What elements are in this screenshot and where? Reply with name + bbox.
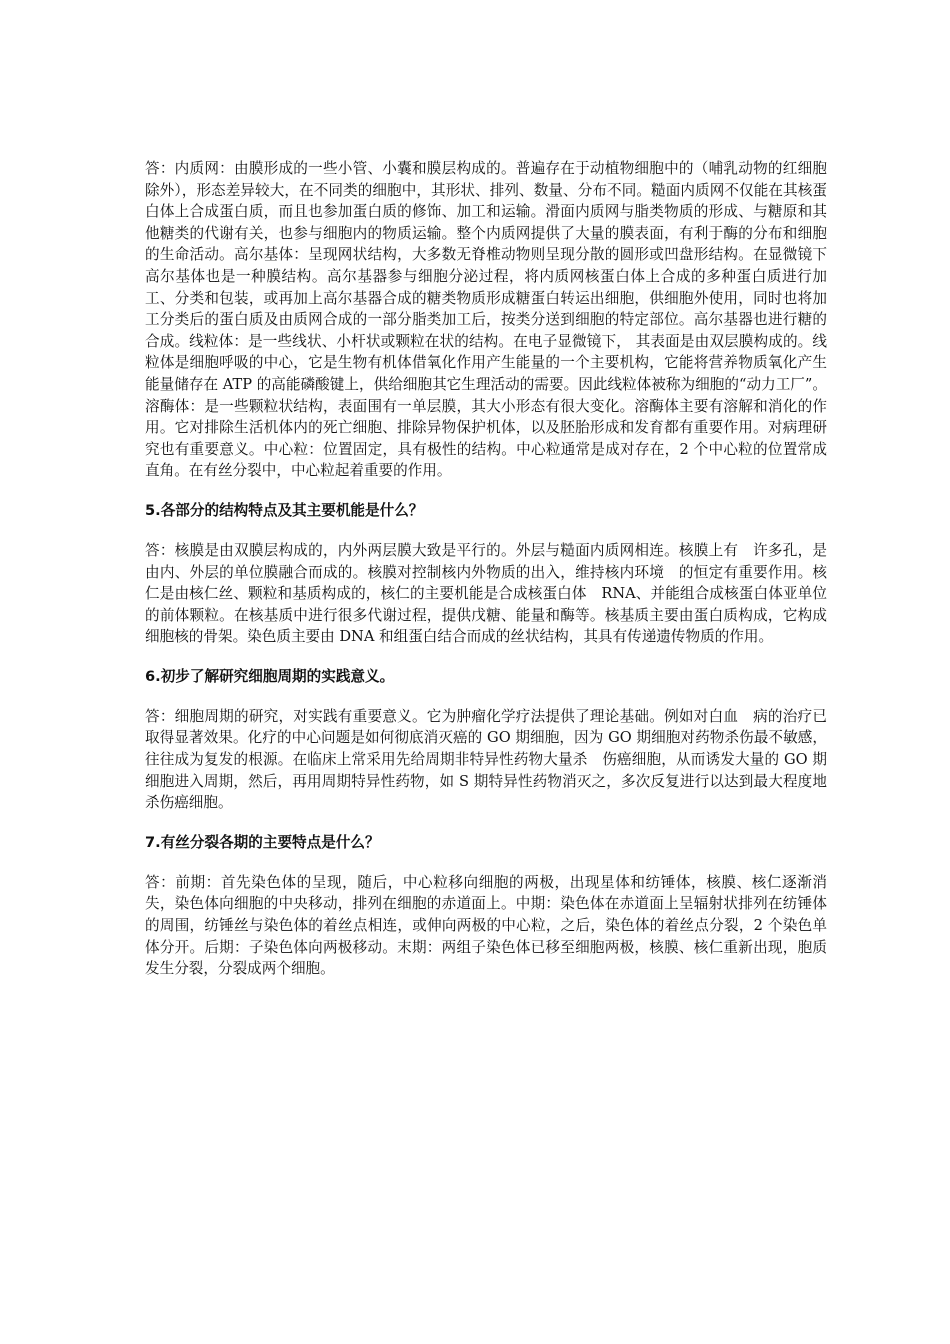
question-5-heading: 5.各部分的结构特点及其主要机能是什么？ xyxy=(145,501,424,519)
answer-paragraph-7: 答：前期：首先染色体的呈现，随后，中心粒移向细胞的两极，出现星体和纺锤体，核膜、核仁逐渐消失，染色体向细胞的中央移动，排列在细胞的赤道面上。中期：染色体在赤道面上呈辐射状排列在纺锤体的周围，纺锤丝与染色体的着丝点相连，或伸向两极的中心粒，之后，染色体的着丝点分裂，2 个染色单体分开。后期：子染色体向两极移动。末期：两组子染色体已移至细胞两极，核膜、核仁重新出现，胞质发生分裂，分裂成两个细胞。 xyxy=(145,873,827,978)
question-6-heading: 6.初步了解研究细胞周期的实践意义。 xyxy=(145,667,395,685)
answer-paragraph-organelles: 答：内质网：由膜形成的一些小管、小囊和膜层构成的。普遍存在于动植物细胞中的（哺乳动物的红细胞除外），形态差异较大，在不同类的细胞中，其形状、排列、数量、分布不同。糙面内质网不仅能在其核蛋白体上合成蛋白质，而且也参加蛋白质的修饰、加工和运输。滑面内质网与脂类物质的形成、与糖原和其他糖类的代谢有关，也参与细胞内的物质运输。整个内质网提供了大量的膜表面，有利于酶的分布和细胞的生命活动。高尔基体：呈现网状结构，大多数无脊椎动物则呈现分散的圆形或凹盘形结构。在显微镜下高尔基体也是一种膜结构。高尔基器参与细胞分泌过程，将内质网核蛋白体上合成的多种蛋白质进行加工、分类和包装，或再加上高尔基器合成的糖类物质形成糖蛋白转运出细胞，供细胞外使用，同时也将加工分类后的蛋白质及由质网合成的一部分脂类加工后，按类分送到细胞的特定部位。高尔基器也进行糖的合成。线粒体：是一些线状、小杆状或颗粒在状的结构。在电子显微镜下， 其表面是由双层膜构成的。线粒体是细胞呼吸的中心，它是生物有机体借氧化作用产生能量的一个主要机构，它能将营养物质氧化产生能量储存在 ATP 的高能磷酸键上，供给细胞其它生理活动的需要。因此线粒体被称为细胞的“动力工厂”。溶酶体：是一些颗粒状结构，表面围有一单层膜，其大小形态有很大变化。溶酶体主要有溶解和消化的作用。它对排除生活机体内的死亡细胞、排除异物保护机体，以及胚胎形成和发育都有重要作用。对病理研究也有重要意义。中心粒：位置固定，具有极性的结构。中心粒通常是成对存在，2 个中心粒的位置常成直角。在有丝分裂中，中心粒起着重要的作用。 xyxy=(145,160,827,480)
answer-paragraph-5: 答：核膜是由双膜层构成的，内外两层膜大致是平行的。外层与糙面内质网相连。核膜上有 许多孔，是由内、外层的单位膜融合而成的。核膜对控制核内外物质的出入，维持核内环境 的恒定有重要作用。核仁是由核仁丝、颗粒和基质构成的，核仁的主要机能是合成核蛋白体 RNA、并能组合成核蛋白体亚单位的前体颗粒。在核基质中进行很多代谢过程，提供戊糖、能量和酶等。核基质主要由蛋白质构成，它构成细胞核的骨架。染色质主要由 DNA 和组蛋白结合而成的丝状结构，其具有传递遗传物质的作用。 xyxy=(145,541,827,646)
document-page xyxy=(145,158,827,980)
answer-paragraph-6: 答：细胞周期的研究，对实践有重要意义。它为肿瘤化学疗法提供了理论基础。例如对白血 病的治疗已取得显著效果。化疗的中心问题是如何彻底消灭癌的 GO 期细胞，因为 GO 期细胞对药物杀伤最不敏感，往往成为复发的根源。在临床上常采用先给周期非特异性药物大量杀 伤癌细胞，从而诱发大量的 GO 期细胞进入周期，然后，再用周期特异性药物，如 S 期特异性药物消灭之，多次反复进行以达到最大程度地杀伤癌细胞。 xyxy=(145,707,827,812)
question-7-heading: 7.有丝分裂各期的主要特点是什么？ xyxy=(145,833,380,851)
